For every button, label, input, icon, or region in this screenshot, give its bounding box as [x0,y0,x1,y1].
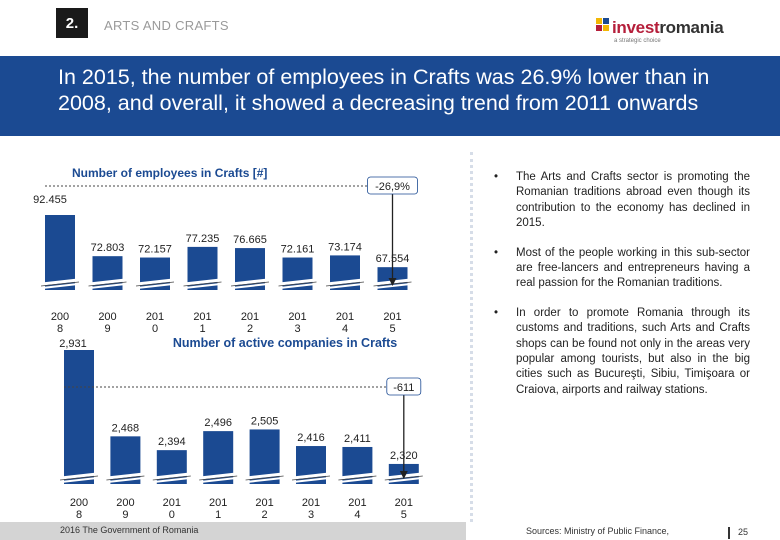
x-tick-label: 2 [246,323,254,335]
footer-sources: Sources: Ministry of Public Finance, [526,526,670,536]
bar-value-label: 76.665 [233,234,267,247]
bullet-marker: • [494,306,499,319]
bullet-text: In order to promote Romania through its customs and traditions, such Arts and Crafts shops can be found not only in the areas very popular among tourists, but also in the big cities such as Bucureşti, Sibiu, Timişoara or Craiova, airports and railway stations. [516,306,750,396]
bullet-item [494,246,750,292]
x-tick-label: 2 [261,509,268,521]
bar-value-label: 2,320 [390,449,418,462]
section-label: ARTS AND CRAFTS [104,18,229,33]
x-tick-label: 201 [255,497,274,509]
x-tick-label: 1 [215,509,222,521]
bar-value-label: 2,496 [204,417,232,430]
bar-value-label: 92.455 [33,194,67,206]
bar-value-label: 2,468 [111,422,140,435]
page-headline: In 2015, the number of employees in Crafts was 26.9% lower than in 2008, and overall, it showed a decreasing trend from 2011 onwards [58,65,710,115]
x-tick-label: 201 [301,497,321,509]
x-tick-label: 5 [400,509,407,521]
bar-value-label: 2,505 [250,415,279,428]
x-tick-label: 200 [98,311,117,323]
bullet-text: Most of the people working in this sub-sector are free-lancers and entrepreneurs having a real passion for the Romanian traditions. [516,246,750,290]
employees-chart-title: Number of employees in Crafts [#] [72,166,268,180]
x-tick-label: 201 [145,311,165,323]
page-number: 25 [738,527,749,537]
bar-value-label: 72.157 [138,243,172,256]
x-tick-label: 201 [348,497,367,509]
x-tick-label: 200 [116,497,135,509]
bar-value-label: 2,411 [344,432,371,445]
logo-tagline: a strategic choice [614,38,661,44]
x-tick-label: 201 [288,311,307,323]
page-divider [728,527,730,539]
x-tick-label: 200 [50,311,70,323]
x-tick-label: 4 [341,323,349,335]
chart-bar [64,350,94,484]
x-tick-label: 1 [199,323,206,335]
bullet-marker: • [494,246,499,259]
x-tick-label: 201 [209,497,228,509]
bullet-marker: • [494,171,499,183]
bar-value-label: 2,394 [158,436,186,449]
section-number-badge: 2. [56,8,88,38]
bullet-item [494,170,750,232]
x-tick-label: 201 [394,497,413,509]
x-tick-label: 201 [162,497,181,509]
bar-value-label: 72.161 [280,243,315,256]
logo-suffix: romania [659,18,724,37]
x-tick-label: 201 [383,311,402,323]
annotation-label: -26,9% [375,181,410,193]
bullet-item [494,306,750,398]
x-tick-label: 8 [56,323,64,335]
x-tick-label: 8 [75,509,83,521]
x-tick-label: 201 [240,311,260,323]
x-tick-label: 9 [122,509,129,521]
x-tick-label: 0 [151,323,159,335]
x-tick-label: 4 [354,509,361,521]
investromania-logo [596,16,736,50]
chart-bar [45,215,75,290]
x-tick-label: 5 [389,323,396,335]
logo-prefix: invest [612,18,660,37]
x-tick-label: 0 [168,509,175,521]
x-tick-label: 200 [69,497,89,509]
x-tick-label: 3 [307,509,315,521]
x-tick-label: 3 [294,323,301,335]
footer-copyright: 2016 The Government of Romania [60,525,199,535]
x-tick-label: 201 [193,311,212,323]
logo-wordmark [612,18,723,38]
x-tick-label: 201 [335,311,355,323]
footer-bar [0,522,466,540]
companies-chart-title: Number of active companies in Crafts [172,336,398,350]
column-divider [470,152,473,522]
bar-value-label: 77.235 [185,232,220,245]
key-points-list [494,170,750,412]
annotation-label: -611 [393,382,415,394]
logo-mark-icon [596,18,612,34]
bar-value-label: 2,931 [59,338,87,350]
bar-value-label: 67.554 [375,253,410,266]
bar-value-label: 2,416 [297,432,325,445]
bar-value-label: 73.174 [328,241,362,254]
bar-value-label: 72.803 [90,242,125,255]
x-tick-label: 9 [104,323,111,335]
bullet-text: The Arts and Crafts sector is promoting the Romanian traditions abroad even though its contribution to the economy has declined in 2015. [516,171,750,230]
